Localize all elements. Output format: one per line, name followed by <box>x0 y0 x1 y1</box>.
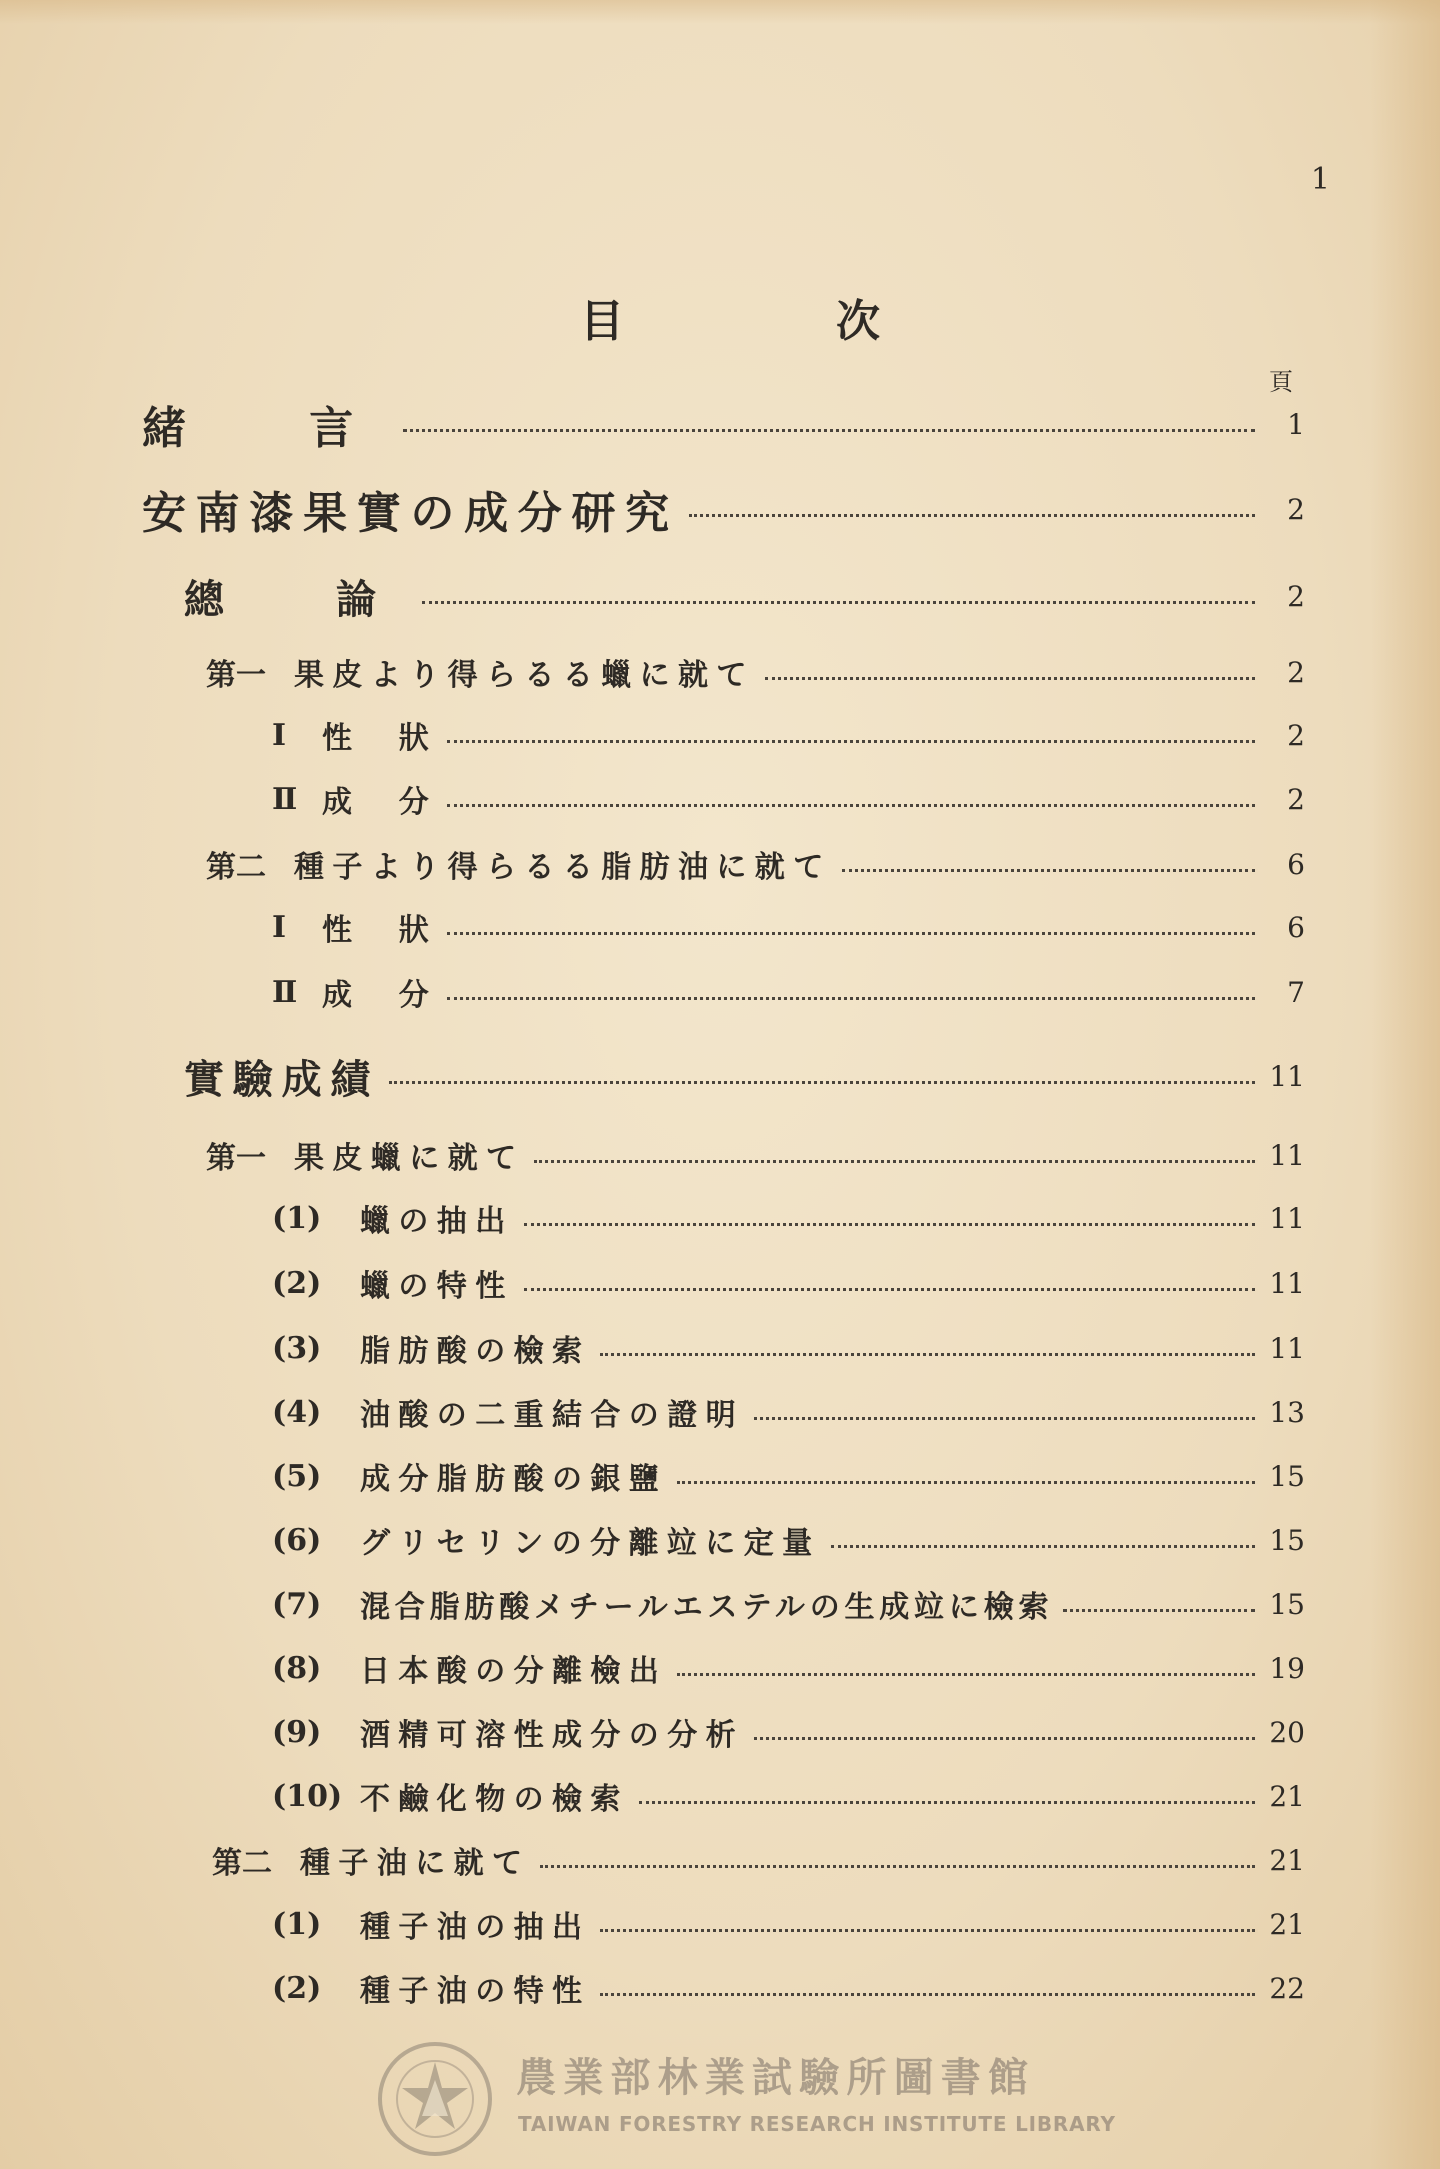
toc-entry-page: 13 <box>1269 1395 1305 1429</box>
library-name-chinese: 農業部林業試驗所圖書館 <box>516 2055 1036 2101</box>
dot-leader <box>765 677 1255 680</box>
toc-entry-page: 19 <box>1269 1651 1305 1685</box>
toc-entry <box>272 707 1305 763</box>
toc-entry-label: 油酸の二重結合の證明 <box>360 1398 744 1433</box>
toc-entry <box>272 1768 1305 1824</box>
toc-entry <box>142 396 1305 452</box>
toc-entry <box>272 964 1305 1020</box>
toc-entry-page: 15 <box>1269 1459 1305 1493</box>
toc-entry-page: 20 <box>1269 1715 1305 1749</box>
dot-leader <box>447 932 1255 935</box>
dot-leader <box>600 1353 1255 1356</box>
toc-entry-number: Ⅱ <box>272 974 298 1010</box>
dot-leader <box>422 601 1255 604</box>
toc-entry <box>206 836 1305 892</box>
toc-entry-label: 蠟の抽出 <box>360 1204 514 1239</box>
toc-entry-number: (2) <box>272 1970 322 2006</box>
dot-leader <box>689 514 1255 517</box>
toc-entry-label: 總 論 <box>184 575 412 623</box>
toc-entry-label: 日本酸の分離檢出 <box>360 1654 668 1689</box>
toc-entry-page: 2 <box>1287 492 1305 526</box>
toc-entry-number: (8) <box>272 1650 322 1686</box>
toc-entry-label: 混合脂肪酸メチールエステルの生成竝に檢索 <box>360 1590 1054 1625</box>
toc-entry-page: 11 <box>1269 1331 1305 1365</box>
dot-leader <box>540 1865 1255 1868</box>
toc-entry-number: 第二 <box>206 850 266 885</box>
library-seal-icon <box>376 2040 494 2158</box>
toc-entry <box>272 1640 1305 1696</box>
toc-entry-number: Ⅰ <box>272 909 287 945</box>
toc-entry-label: 種子油に就て <box>300 1846 531 1881</box>
dot-leader <box>534 1160 1255 1163</box>
toc-entry-label: 性 狀 <box>322 721 438 756</box>
toc-entry-page: 2 <box>1287 782 1305 816</box>
toc-entry-page: 2 <box>1287 718 1305 752</box>
toc-entry <box>272 1448 1305 1504</box>
dot-leader <box>831 1545 1256 1548</box>
toc-entry <box>272 1384 1305 1440</box>
toc-entry-page: 21 <box>1269 1779 1305 1813</box>
dot-leader <box>677 1481 1255 1484</box>
toc-title-char-2: 次 <box>836 296 880 347</box>
dot-leader <box>639 1801 1255 1804</box>
toc-entry-number: 第二 <box>212 1846 272 1881</box>
dot-leader <box>447 740 1255 743</box>
toc-entry-number: 第一 <box>206 1141 266 1176</box>
toc-entry-page: 15 <box>1269 1523 1305 1557</box>
toc-entry-page: 7 <box>1287 975 1305 1009</box>
dot-leader <box>600 1929 1255 1932</box>
dot-leader <box>754 1737 1255 1740</box>
toc-entry <box>272 1576 1305 1632</box>
toc-entry-label: 成 分 <box>322 785 438 820</box>
toc-entry-label: 種子油の抽出 <box>360 1910 591 1945</box>
toc-entry-number: Ⅰ <box>272 717 287 753</box>
page-number: 1 <box>1310 162 1330 197</box>
dot-leader <box>524 1288 1255 1291</box>
dot-leader <box>677 1673 1255 1676</box>
library-name-english: TAIWAN FORESTRY RESEARCH INSTITUTE LIBRARY <box>518 2112 1116 2136</box>
toc-entry-page: 22 <box>1269 1971 1305 2005</box>
dot-leader <box>447 804 1255 807</box>
toc-entry <box>272 771 1305 827</box>
toc-entry <box>184 568 1305 624</box>
toc-entry-page: 11 <box>1269 1201 1305 1235</box>
dot-leader <box>389 1081 1255 1084</box>
dot-leader <box>754 1417 1255 1420</box>
toc-entry <box>272 1896 1305 1952</box>
toc-entry-page: 1 <box>1287 407 1305 441</box>
toc-entry-label: 緒 言 <box>142 403 393 454</box>
toc-entry-number: (10) <box>272 1778 343 1814</box>
toc-entry-number: (6) <box>272 1522 322 1558</box>
toc-entry <box>272 1704 1305 1760</box>
toc-entry-number: (9) <box>272 1714 322 1750</box>
toc-entry <box>272 1960 1305 2016</box>
toc-entry-page: 11 <box>1269 1059 1305 1093</box>
toc-entry-page: 11 <box>1269 1138 1305 1172</box>
toc-entry-label: 酒精可溶性成分の分析 <box>360 1718 744 1753</box>
toc-entry-label: 果皮より得らるる蠟に就て <box>294 658 755 693</box>
dot-leader <box>403 429 1255 432</box>
toc-entry-number: (2) <box>272 1265 322 1301</box>
toc-entry-page: 21 <box>1269 1843 1305 1877</box>
toc-entry <box>272 899 1305 955</box>
toc-entry-label: 成 分 <box>322 978 438 1013</box>
toc-entry-label: グリセリンの分離竝に定量 <box>360 1526 821 1561</box>
toc-entry-number: (1) <box>272 1906 322 1942</box>
dot-leader <box>600 1993 1255 1996</box>
dot-leader <box>524 1223 1255 1226</box>
toc-entry <box>272 1255 1305 1311</box>
toc-entry-label: 脂肪酸の檢索 <box>360 1334 591 1369</box>
dot-leader <box>447 997 1255 1000</box>
toc-entry <box>272 1512 1305 1568</box>
toc-entry <box>206 1127 1305 1183</box>
toc-entry-number: 第一 <box>206 658 266 693</box>
library-stamp <box>376 2040 1116 2160</box>
toc-entry-page: 11 <box>1269 1266 1305 1300</box>
toc-entry-number: Ⅱ <box>272 781 298 817</box>
toc-entry-label: 安南漆果實の成分研究 <box>142 488 679 539</box>
toc-entry <box>272 1320 1305 1376</box>
toc-entry-label: 實驗成績 <box>184 1055 380 1103</box>
toc-entry-page: 21 <box>1269 1907 1305 1941</box>
toc-entry-page: 6 <box>1287 847 1305 881</box>
toc-entry <box>206 644 1305 700</box>
toc-entry-label: 成分脂肪酸の銀鹽 <box>360 1462 668 1497</box>
toc-entry <box>272 1190 1305 1246</box>
toc-entry-label: 種子油の特性 <box>360 1974 591 2009</box>
toc-title-char-1: 目 <box>580 296 624 347</box>
toc-entry <box>184 1048 1305 1104</box>
toc-entry-number: (4) <box>272 1394 322 1430</box>
toc-entry <box>142 481 1305 537</box>
toc-entry-number: (5) <box>272 1458 322 1494</box>
toc-entry-label: 性 狀 <box>322 913 438 948</box>
toc-entry-label: 果皮蠟に就て <box>294 1141 525 1176</box>
toc-entry-number: (3) <box>272 1330 322 1366</box>
toc-entry-label: 種子より得らるる脂肪油に就て <box>294 850 832 885</box>
toc-entry-number: (1) <box>272 1200 322 1236</box>
dot-leader <box>1063 1609 1255 1612</box>
toc-entry <box>212 1832 1305 1888</box>
dot-leader <box>842 869 1255 872</box>
toc-entry-number: (7) <box>272 1586 322 1622</box>
toc-entry-page: 15 <box>1269 1587 1305 1621</box>
toc-entry-label: 蠟の特性 <box>360 1269 514 1304</box>
toc-entry-page: 2 <box>1287 579 1305 613</box>
toc-entry-page: 6 <box>1287 910 1305 944</box>
toc-entry-page: 2 <box>1287 655 1305 689</box>
page-column-header: 頁 <box>1269 368 1293 396</box>
toc-entry-label: 不鹼化物の檢索 <box>360 1782 629 1817</box>
